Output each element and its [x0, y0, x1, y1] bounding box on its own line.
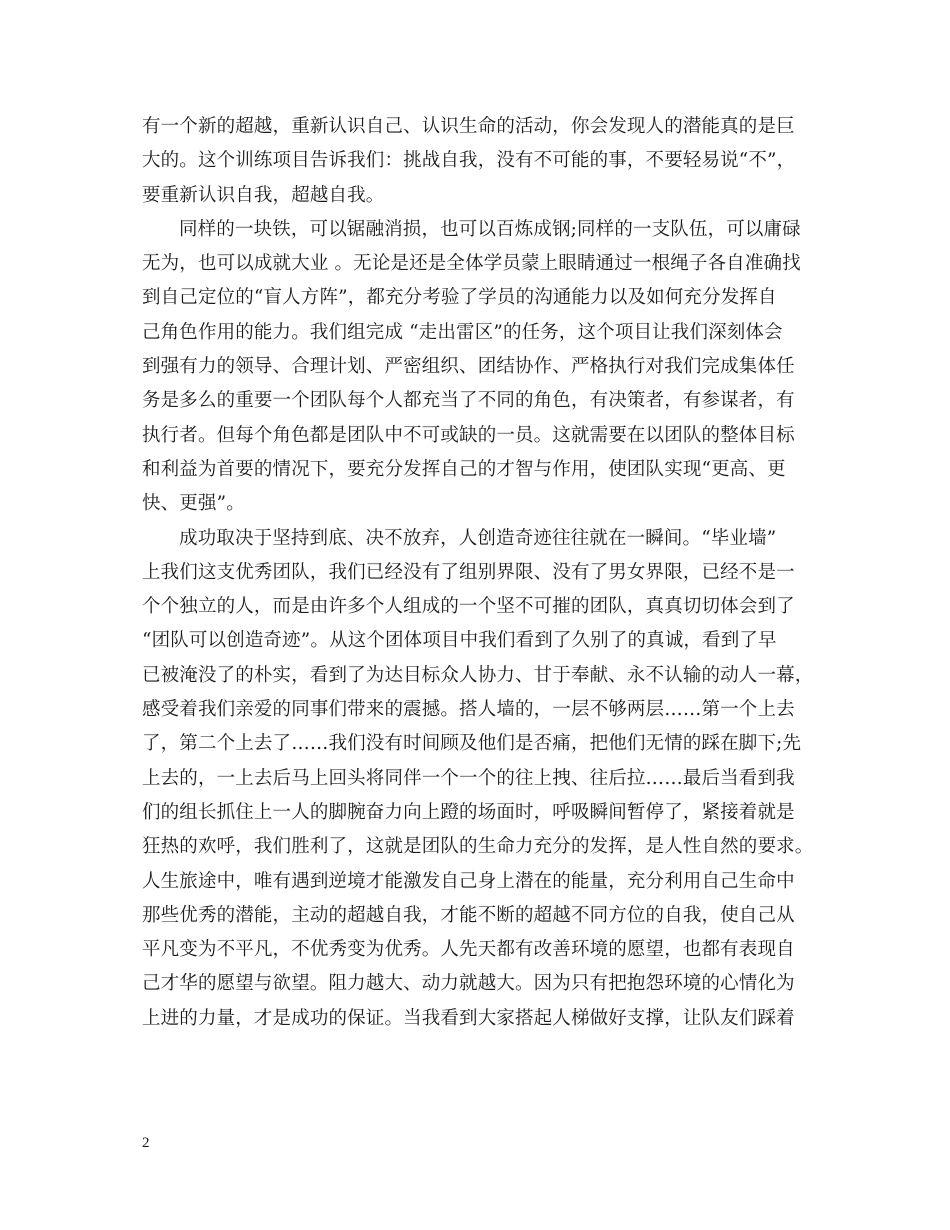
text-line: 到强有力的领导、合理计划、严密组织、团结协作、严格执行对我们完成集体任	[142, 356, 795, 378]
text-line: 己角色作用的能力。我们组完成 “走出雷区”的任务，这个项目让我们深刻体会	[142, 321, 783, 343]
text-line: 平凡变为不平凡，不优秀变为优秀。人先天都有改善环境的愿望，也都有表现自	[142, 939, 795, 961]
paragraph-start-line: 同样的一块铁，可以锯融消损，也可以百炼成钢;同样的一支队伍，可以庸碌	[179, 218, 801, 240]
text-line: 上进的力量，才是成功的保证。当我看到大家搭起人梯做好支撑，让队友们踩着	[142, 1007, 795, 1029]
text-line: 已被淹没了的朴实，看到了为达目标众人协力、甘于奉献、永不认输的动人一幕，	[142, 664, 814, 686]
text-line: 个个独立的人，而是由许多个人组成的一个坚不可摧的团队，真真切切体会到了	[142, 596, 795, 618]
text-line: 快、更强”。	[142, 493, 245, 515]
text-line: 务是多么的重要一个团队每个人都充当了不同的角色，有决策者，有参谋者，有	[142, 390, 795, 412]
text-line: 了，第二个上去了……我们没有时间顾及他们是否痛，把他们无情的踩在脚下;先	[142, 733, 802, 755]
text-line: 上我们这支优秀团队，我们已经没有了组别界限、没有了男女界限，已经不是一	[142, 561, 795, 583]
text-line: “团队可以创造奇迹”。从这个团体项目中我们看到了久别了的真诚，看到了早	[142, 630, 777, 652]
text-line: 执行者。但每个角色都是团队中不可或缺的一员。这就需要在以团队的整体目标	[142, 424, 795, 446]
text-line: 和利益为首要的情况下，要充分发挥自己的才智与作用，使团队实现“更高、更	[142, 458, 786, 480]
text-line: 己才华的愿望与欲望。阻力越大、动力就越大。因为只有把抱怨环境的心情化为	[142, 973, 795, 995]
text-line: 那些优秀的潜能，主动的超越自我，才能不断的超越不同方位的自我，使自己从	[142, 904, 795, 926]
text-line: 上去的，一上去后马上回头将同伴一个一个的往上拽、往后拉……最后当看到我	[142, 767, 795, 789]
text-line: 无为，也可以成就大业 。无论是还是全体学员蒙上眼睛通过一根绳子各自准确找	[142, 253, 801, 275]
text-line: 人生旅途中，唯有遇到逆境才能激发自己身上潜在的能量，充分利用自己生命中	[142, 870, 795, 892]
body-text	[142, 110, 812, 1036]
page-number: 2	[142, 1135, 150, 1151]
paragraph-start-line: 成功取决于坚持到底、决不放弃，人创造奇迹往往就在一瞬间。“毕业墙”	[179, 527, 777, 549]
text-line: 感受着我们亲爱的同事们带来的震撼。搭人墙的，一层不够两层……第一个上去	[142, 699, 795, 721]
text-line: 要重新认识自我，超越自我。	[142, 184, 385, 206]
text-line: 到自己定位的“盲人方阵”，都充分考验了学员的沟通能力以及如何充分发挥自	[142, 287, 777, 309]
text-line: 大的。这个训练项目告诉我们：挑战自我，没有不可能的事，不要轻易说“不”，	[142, 150, 796, 172]
text-line: 有一个新的超越，重新认识自己、认识生命的活动，你会发现人的潜能真的是巨	[142, 116, 795, 137]
text-line: 狂热的欢呼，我们胜利了，这就是团队的生命力充分的发挥，是人性自然的要求。	[142, 836, 814, 858]
text-line: 们的组长抓住上一人的脚腕奋力向上蹬的场面时，呼吸瞬间暂停了，紧接着就是	[142, 801, 795, 823]
